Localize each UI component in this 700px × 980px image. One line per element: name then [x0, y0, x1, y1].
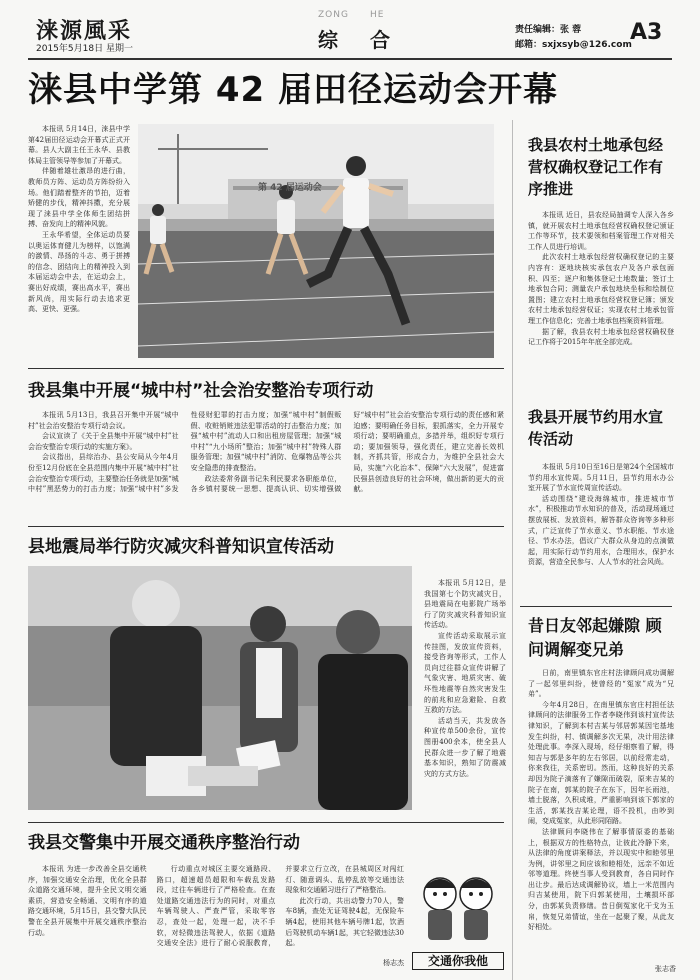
- village-paragraph: 政法委常务副书记朱利民要求各职能单位，各乡镇村要统一思想、提高认识、切实增强做好“城中村”社会治安整治专项行动的责任感和紧迫感；要明确任务目标，狠抓落实，全力开展专项行动；要明确重点，多措并举，组织好专项行动；要加强领导，强化责任，建立完善长效机制，齐抓共管，形成合力，为维护全县社会大局，实施“六化治本”、保障“六大发展”，促进富民强县创造良好的社会环境，做出新的更大的贡献。: [190, 411, 504, 494]
- traffic-paragraph: 此次行动，共出动警力70人，警车8辆，查处无证驾驶4起，无保险车辆4起，使用其他车辆号牌1起，饮酒后驾驶机动车辆1起，其它轻微违法30起。: [285, 896, 404, 948]
- village-paragraph: 会议指出，县综治办、县公安局从今年4月份至12月份底在全县范围内集中开展“城中村”社会治安整治专项行动，主要整治任务就是加强“城中村”黑恶势力的打击力度；加强“城中村”多发性侵财犯罪的打击力度；加强“城中村”制假贩假、收赃销赃违法犯罪活动的打击整治力度；加强“城中村”流动人口和出租房屋管理；加强“城中村”“九小场所”整治；加强“城中村”特殊人群服务管理；加强“城中村”消防、危爆物品等公共安全隐患的排查整治。: [28, 411, 342, 494]
- paper-name: 涞源風采: [36, 18, 133, 44]
- quake-article: [424, 578, 506, 812]
- section-name-left: 综: [318, 28, 338, 52]
- section-rule: [28, 368, 504, 369]
- quake-paragraph: 活动当天，共发放各种宣传单500余份，宣传图册400余本，使全县人民群众进一步了解了地震基本知识，熟知了防震减灾的方式方法。: [424, 716, 506, 778]
- land-headline: 我县农村土地承包经营权确权登记工作有序推进: [528, 136, 664, 198]
- village-paragraph: 会议宣读了《关于全县集中开展“城中村”社会治安整治专项行动的实施方案》。: [28, 432, 179, 451]
- water-headline: 我县开展节约用水宣传活动: [528, 408, 664, 448]
- quake-paragraph: 宣传活动采取展示宣传挂图，发放宣传资料，接受咨询等形式，工作人员向过往群众宣传讲解了气象灾害、地质灾害、破坏性地震等自然灾害发生的前兆和应急避险、自救互救的方法。: [424, 631, 506, 715]
- neighbor-author: 张志香: [655, 965, 676, 973]
- traffic-author: 杨志杰: [383, 959, 404, 967]
- masthead: [0, 0, 700, 62]
- village-paragraph: 本报讯 5月13日，我县召开集中开展“城中村”社会治安整治专项行动会议。: [28, 411, 179, 430]
- land-paragraph: 此次农村土地承包经营权确权登记的主要内容有：逐地块核实承包农户及各户承包面积、四至；逐户和集体登记土地数量；签订土地承包合同；测量农户承包地块坐标和绘制位置图；建立农村土地承包经营权登记簿；颁发农村土地承包经营权证；实现农村土地承包管理工作信息化；完善土地承包档案资料管理。: [528, 253, 674, 325]
- photo-banner-text: 第 42 届运动会: [258, 183, 322, 193]
- lead-photo-running: [138, 124, 494, 358]
- section-pinyin-left: ZONG: [318, 10, 349, 20]
- traffic-logo-caption: 交通你我他: [412, 952, 504, 970]
- page-number: A3: [630, 20, 663, 45]
- lead-paragraph: 伴随着雄壮激昂的进行曲，教师员方阵、运动员方阵纷纷入场。他们踏着整齐的节拍，迈着矫健的步伐，精神抖擞，充分展现了涞县中学全体师生团结拼搏、奋发向上的精神风貌。: [28, 167, 130, 229]
- email-line: 邮箱：sxjxsyb@126.com: [515, 40, 632, 50]
- issue-date: 2015年5月18日 星期一: [36, 44, 133, 54]
- neighbor-paragraph: 法律顾问李晓伟在了解事情原委的基础上，根据双方的性格特点，让彼此冷静下来，从法律的角度讲案释法，并以现实中和睦邻里为例，讲邻里之间应该和睦相处，远亲不如近邻等道理。终使当事人受到教育，各自同时作出让步。最后达成调解协议，墙上一米范围内归吉某使用，院下归郭某使用，土壤损坏部分，由郭某负责修缮。昔日倒冤家化干戈为玉帛，恢复兄弟情谊，坐在一起聚了聚，从此友好相处。: [528, 827, 674, 932]
- traffic-article: [28, 864, 404, 970]
- traffic-police-logo: [412, 864, 504, 972]
- lead-headline: 涞县中学第 42 届田径运动会开幕: [28, 70, 558, 110]
- neighbor-paragraph: 今年4月28日，在南里镇东官庄村担任法律顾问的法律服务工作者李晓伟到该村宣传法律知识，了解到本村吉某与邻居郭某因宅基地发生纠纷，村、镇调解多次无果，决计用法律处理此事。李深入现场，经仔细察看了解，得知吉与郭是多年的左右邻居，以前经常走动，你来我往，关系密切。然而，这种良好的关系却因为院子滴落有了嫌隙而破裂，原来吉某的院子在南，郭某的院子在东下，因年长雨池，墙土脱落，久积成堆，严重影响到该下郭家的生活，郭某找吉某论理，语不投机，由吵到闹，变成冤家，从此形同陌路。: [528, 700, 674, 826]
- water-paragraph: 本报讯 5月10日至16日是第24个全国城市节约用水宣传周。5月11日，县节约用水办公室开展了节水宣传周宣传活动。: [528, 463, 674, 493]
- traffic-paragraph: 行动重点对城区主要交通路段、路口，超速超员超限和车载乱发路段，过往车辆进行了严格检查。在查处道路交通违法行为的同时，对重点车辆驾驶人、严查严管，采取零容忍，查处一起，处理一起，决不手软，对轻微违法驾驶人，依据《道路交通安全法》进行了耐心说服教育，并要求立行立改，在县城周区对闯红灯、随意调头、乱停乱放等交通违法现象和交通陋习进行了严格整治。: [156, 865, 404, 948]
- section-pinyin-right: HE: [370, 10, 385, 20]
- neighbor-paragraph: 日前，南里镇东官庄村法律顾问成功调解了一起邻里纠纷，使曾经的“冤家”成为“兄弟”。: [528, 669, 674, 699]
- land-article: [528, 210, 674, 386]
- traffic-paragraph: 本报讯 为进一步改善全县交通秩序，加强交通安全治理，优化全县群众道路交通环境，提升全民文明交通素质，营造安全畅通、文明有序的道路交通环境，5月15日，县交警大队民警在全县开展集中开展交通秩序整治行动。: [28, 865, 147, 937]
- section-rule: [28, 822, 504, 823]
- lead-article: [28, 124, 130, 360]
- column-divider: [512, 120, 513, 980]
- water-article: [528, 462, 674, 598]
- traffic-headline: 我县交警集中开展交通秩序整治行动: [28, 833, 300, 853]
- section-name-right: 合: [370, 28, 390, 52]
- quake-photo-illustration: [28, 566, 412, 810]
- land-paragraph: 据了解，我县农村土地承包经营权确权登记工作将于2015年年底全部完成。: [528, 327, 674, 347]
- land-paragraph: 本报讯 近日，县农经局抽调专人深入各乡镇，就开展农村土地承包经营权确权登记颁证工作等环节，技术要领和档案管理工作对相关工作人员进行培训。: [528, 211, 674, 251]
- quake-headline: 县地震局举行防灾减灾科普知识宣传活动: [28, 537, 334, 557]
- editor-line: 责任编辑：张 蓉: [515, 25, 582, 35]
- quake-paragraph: 本报讯 5月12日，是我国第七个防灾减灾日，县地震局在电影院广场举行了防灾减灾科普知识宣传活动。: [424, 579, 506, 630]
- neighbor-headline: 昔日友邻起嫌隙 顾问调解变兄弟: [528, 616, 662, 659]
- running-photo-illustration: [138, 124, 494, 358]
- village-article: [28, 410, 504, 520]
- quake-photo: [28, 566, 412, 810]
- village-headline: 我县集中开展“城中村”社会治安整治专项行动: [28, 381, 374, 401]
- masthead-rule: [28, 58, 672, 60]
- section-rule: [28, 526, 504, 527]
- neighbor-article: [528, 668, 674, 962]
- traffic-police-cartoon-icon: [412, 864, 504, 954]
- lead-paragraph: 本报讯 5月14日，涞县中学第42届田径运动会开幕式正式开幕。县人大副主任王永华、县教体局主管领导等参加了开幕式。: [28, 125, 130, 165]
- lead-paragraph: 王永华希望，全体运动员要以奥运体育健儿为榜样，以饱满的激情、昂扬的斗志、勇于拼搏的信念、团结向上的精神投入到本届运动会中去，在运动会上，赛出好成绩，赛出高水平，赛出新风尚，用实际行动去追求更高、更快、更强。: [28, 230, 130, 314]
- section-rule: [520, 606, 672, 607]
- water-paragraph: 活动围绕“建设海绵城市，推进城市节水”，积极推动节水知识的普及，活动现场通过摆放展板、发放资料，解答群众咨询等多种形式，广泛宣传了节水意义、节水职能、节水途径、节水办法，倡议广大群众从身边的点滴做起，用实际行动节约用水，合理用水，保护水资源，营造全民参与、人人节水的社会风尚。: [528, 494, 674, 567]
